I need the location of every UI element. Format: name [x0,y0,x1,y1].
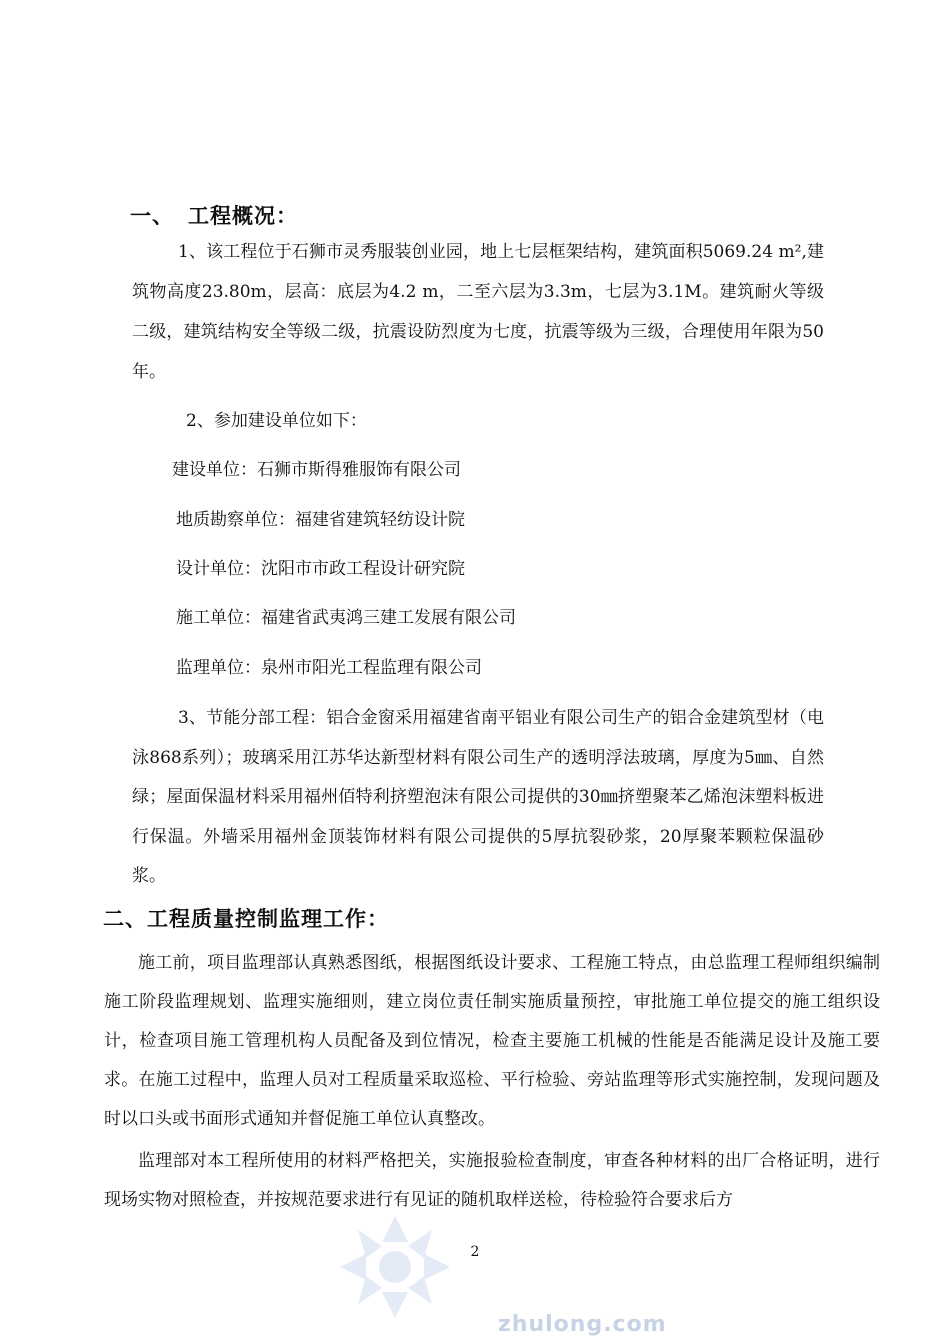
org-contractor-unit: 施工单位：福建省武夷鸿三建工发展有限公司 [176,608,516,628]
org-survey-unit: 地质勘察单位：福建省建筑轻纺设计院 [176,510,465,530]
watermark-logo-icon [330,1212,460,1322]
participants-intro: 2、参加建设单位如下： [186,411,367,431]
overview-paragraph: 1、该工程位于石狮市灵秀服装创业园，地上七层框架结构，建筑面积5069.24 m²,建筑物高度23.80m，层高：底层为4.2 m，二至六层为3.3m，七层为3.1M。建筑耐火等级二级，建筑结构安全等级二级，抗震设防烈度为七度，抗震等级为三级，合理使用年限为50年。 [132,242,824,382]
org-supervision-unit: 监理单位：泉州市阳光工程监理有限公司 [176,658,482,678]
section-title: 工程概况： [188,204,298,228]
pre-construction-paragraph: 施工前，项目监理部认真熟悉图纸，根据图纸设计要求、工程施工特点，由总监理工程师组织编制施工阶段监理规划、监理实施细则，建立岗位责任制实施质量预控，审批施工单位提交的施工组织设计，检查项目施工管理机构人员配备及到位情况，检查主要施工机械的性能是否能满足设计及施工要求。在施工过程中，监理人员对工程质量采取巡检、平行检验、旁站监理等形式实施控制，发现问题及时以口头或书面形式通知并督促施工单位认真整改。 [104,953,880,1129]
watermark-text: zhulong.com [498,1312,667,1337]
materials-paragraph: 监理部对本工程所使用的材料严格把关，实施报验检查制度，审查各种材料的出厂合格证明，进行现场实物对照检查，并按规范要求进行有见证的随机取样送检，待检验符合要求后方 [104,1151,880,1210]
org-design-unit: 设计单位：沈阳市市政工程设计研究院 [176,559,465,579]
section-heading-overview [130,200,298,230]
org-construction-unit: 建设单位：石狮市斯得雅服饰有限公司 [172,460,461,480]
section-heading-quality-control: 二、工程质量控制监理工作： [103,907,389,931]
page-number: 2 [470,1244,480,1260]
energy-saving-paragraph: 3、节能分部工程：铝合金窗采用福建省南平铝业有限公司生产的铝合金建筑型材（电泳868系列）；玻璃采用江苏华达新型材料有限公司生产的透明浮法玻璃，厚度为5㎜、自然绿；屋面保温材料采用福州佰特利挤塑泡沫有限公司提供的30㎜挤塑聚苯乙烯泡沫塑料板进行保温。外墙采用福州金顶装饰材料有限公司提供的5厚抗裂砂浆，20厚聚苯颗粒保温砂浆。 [132,708,824,886]
section-number: 一、 [130,204,174,228]
